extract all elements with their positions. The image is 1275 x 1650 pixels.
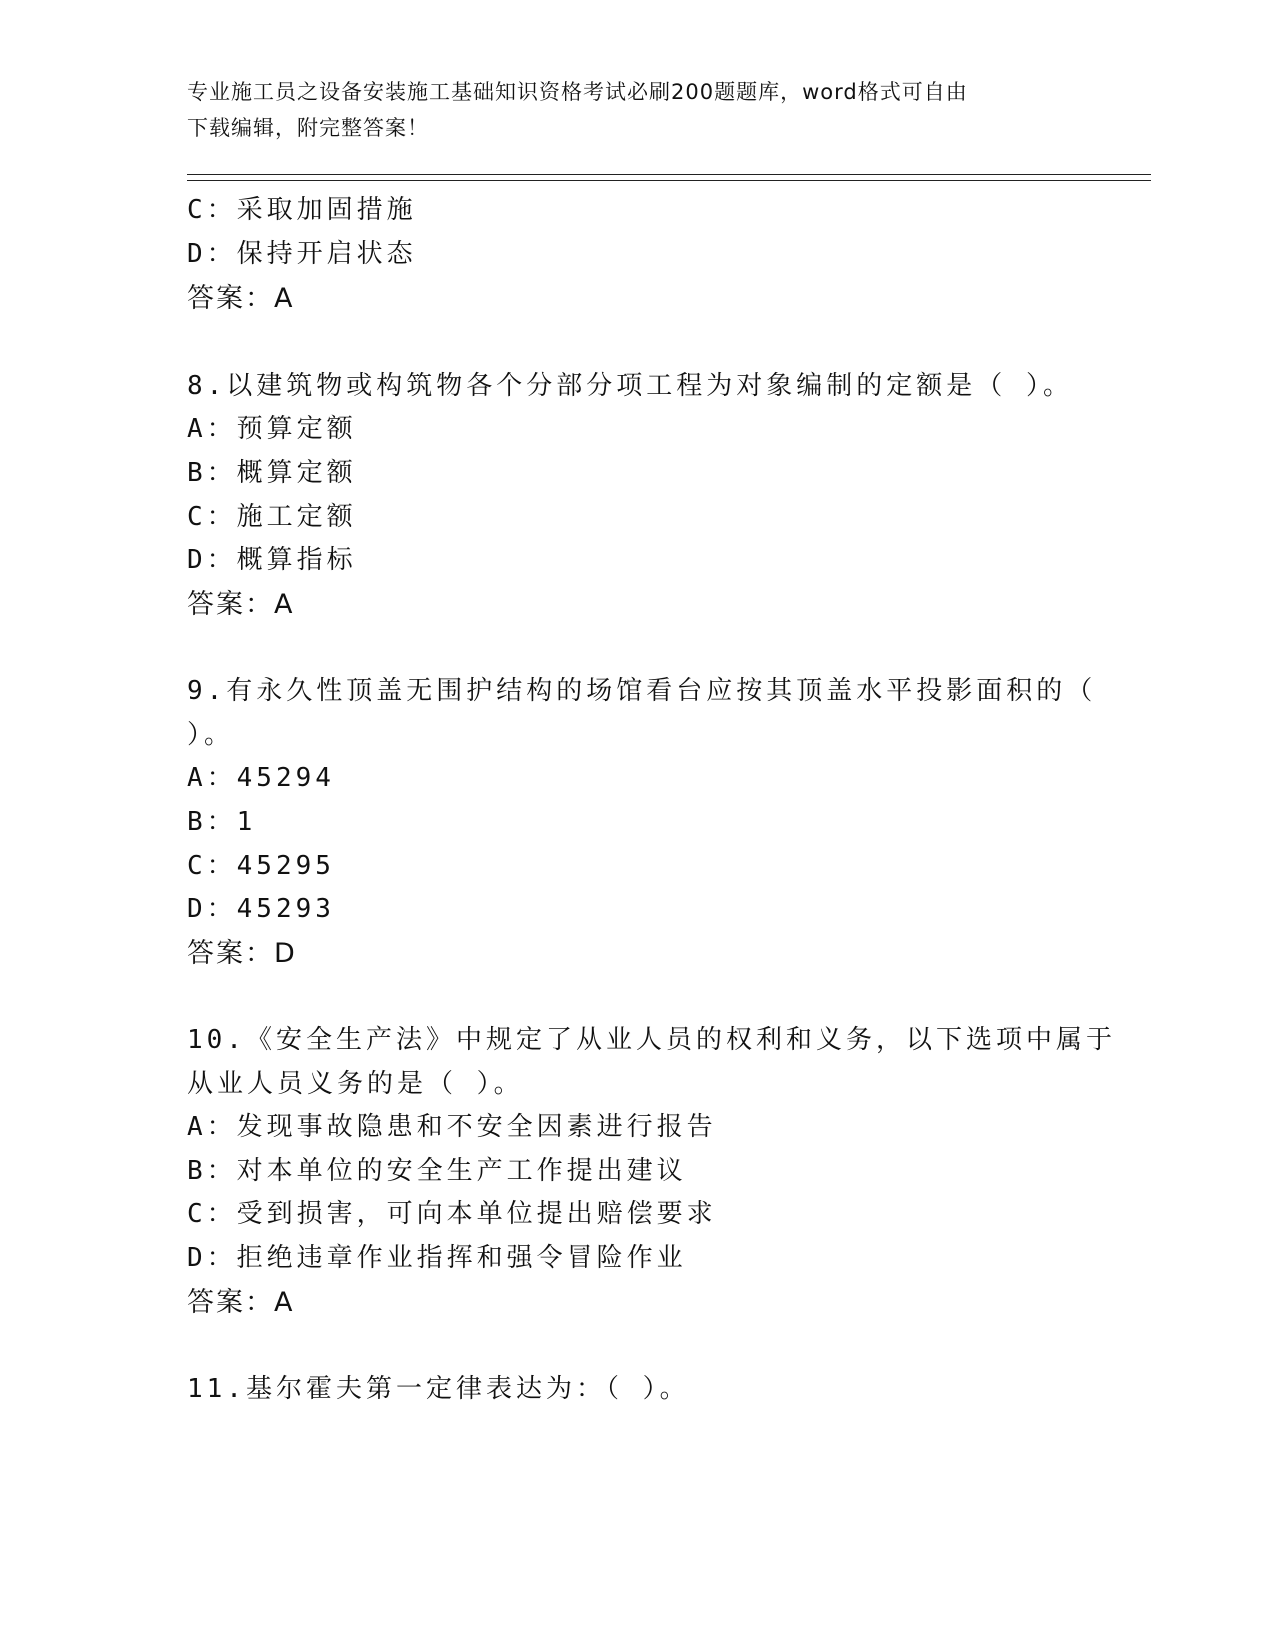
q9-option-a: A：45294 [187, 763, 335, 793]
q8-option-a: A：预算定额 [187, 414, 357, 444]
q8-question: 8.以建筑物或构筑物各个分部分项工程为对象编制的定额是（ ）。 [187, 371, 1073, 401]
q11-question: 11.基尔霍夫第一定律表达为：（ ）。 [187, 1374, 690, 1404]
q8-answer: 答案：A [187, 589, 295, 620]
q9-option-b: B：1 [187, 807, 257, 837]
q8-option-d: D：概算指标 [187, 545, 357, 575]
header-title-line-1: 专业施工员之设备安装施工基础知识资格考试必刷200题题库，word格式可自由 [187, 80, 968, 104]
q7-option-d: D：保持开启状态 [187, 239, 417, 269]
q9-answer: 答案：D [187, 938, 297, 969]
header-divider-bottom [187, 180, 1151, 181]
q9-question-line-1: 9.有永久性顶盖无围护结构的场馆看台应按其顶盖水平投影面积的（ [187, 676, 1097, 706]
q10-option-c: C：受到损害，可向本单位提出赔偿要求 [187, 1199, 717, 1229]
q10-question-line-2: 从业人员义务的是（ ）。 [187, 1069, 524, 1099]
q10-option-b: B：对本单位的安全生产工作提出建议 [187, 1156, 687, 1186]
q7-answer: 答案：A [187, 283, 295, 314]
q7-option-c: C：采取加固措施 [187, 195, 417, 225]
header-divider-top [187, 174, 1151, 175]
q9-option-c: C：45295 [187, 851, 335, 881]
q9-question-line-2: ）。 [187, 720, 235, 750]
q10-option-a: A：发现事故隐患和不安全因素进行报告 [187, 1112, 717, 1142]
document-header [187, 74, 1067, 146]
q9-option-d: D：45293 [187, 894, 335, 924]
q10-question-line-1: 10.《安全生产法》中规定了从业人员的权利和义务，以下选项中属于 [187, 1025, 1116, 1055]
q8-option-c: C：施工定额 [187, 502, 357, 532]
header-title-line-2: 下载编辑，附完整答案！ [187, 116, 429, 140]
q10-option-d: D：拒绝违章作业指挥和强令冒险作业 [187, 1243, 687, 1273]
q8-option-b: B：概算定额 [187, 458, 357, 488]
q10-answer: 答案：A [187, 1287, 295, 1318]
